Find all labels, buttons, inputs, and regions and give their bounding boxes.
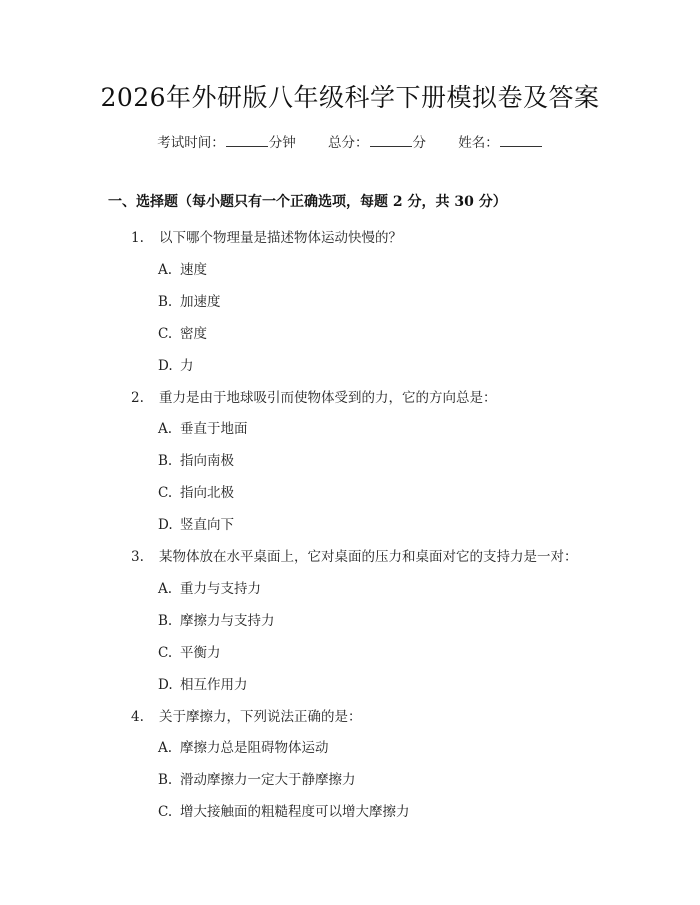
student-name-label: 姓名： [458,135,499,151]
section-heading-choice: 一、选择题（每小题只有一个正确选项，每题 2 分，共 30 分） [108,194,507,210]
option-text: 速度 [180,261,207,278]
option-letter: C. [158,325,173,342]
page-title: 2026年外研版八年级科学下册模拟卷及答案 [100,83,600,112]
option-text: 摩擦力与支持力 [180,612,275,629]
option-letter: A. [158,580,173,597]
option-letter: B. [158,772,173,789]
option-letter: B. [158,293,173,310]
option-text: 指向北极 [180,485,234,502]
student-name-blank[interactable] [500,134,542,147]
answer-option[interactable] [158,641,221,661]
option-text: 相互作用力 [180,676,248,693]
option-letter: C. [158,644,173,661]
answer-option[interactable] [158,354,194,374]
question-stem [131,705,362,725]
answer-option[interactable] [158,673,248,693]
option-text: 加速度 [180,293,221,310]
question-number: 4. [131,708,144,725]
exam-info-row [0,131,700,151]
question-number: 1. [131,230,144,246]
answer-option[interactable] [158,449,234,469]
question-number: 2. [131,389,144,406]
option-letter: B. [158,612,173,629]
option-text: 指向南极 [180,453,234,470]
option-letter: B. [158,453,173,470]
option-letter: D. [158,517,173,534]
question-stem [131,545,578,565]
option-letter: C. [158,804,173,821]
question-stem [131,226,402,246]
answer-option[interactable] [158,258,207,278]
question-stem [131,386,497,406]
exam-time-field [157,131,296,151]
option-letter: A. [158,261,173,278]
option-text: 重力与支持力 [180,580,261,597]
option-text: 增大接触面的粗糙程度可以增大摩擦力 [180,804,410,821]
exam-time-unit: 分钟 [268,135,296,151]
question-text: 关于摩擦力，下列说法正确的是： [159,708,362,725]
option-letter: D. [158,357,173,374]
answer-option[interactable] [158,577,261,597]
answer-option[interactable] [158,481,234,501]
question-number: 3. [131,549,144,565]
answer-option[interactable] [158,290,221,310]
option-letter: A. [158,421,173,438]
answer-option[interactable] [158,800,410,820]
answer-option[interactable] [158,322,207,342]
answer-option[interactable] [158,736,329,756]
question-text: 某物体放在水平桌面上，它对桌面的压力和桌面对它的支持力是一对： [159,549,578,565]
question-text: 重力是由于地球吸引而使物体受到的力，它的方向总是： [159,389,497,406]
option-letter: C. [158,485,173,502]
option-text: 垂直于地面 [180,421,248,438]
option-letter: A. [158,740,173,757]
question-text: 以下哪个物理量是描述物体运动快慢的？ [159,230,402,246]
option-text: 滑动摩擦力一定大于静摩擦力 [180,772,356,789]
answer-option[interactable] [158,768,356,788]
option-letter: D. [158,676,173,693]
exam-time-blank[interactable] [226,134,268,147]
option-text: 平衡力 [180,644,221,661]
option-text: 密度 [180,325,207,342]
answer-option[interactable] [158,513,234,533]
exam-time-label: 考试时间： [157,135,225,151]
option-text: 力 [180,357,194,374]
total-score-blank[interactable] [370,134,412,147]
option-text: 竖直向下 [180,517,234,534]
total-score-unit: 分 [412,135,426,151]
student-name-field [458,131,543,151]
option-text: 摩擦力总是阻碍物体运动 [180,740,329,757]
answer-option[interactable] [158,609,275,629]
total-score-label: 总分： [328,135,369,151]
total-score-field [328,131,426,151]
answer-option[interactable] [158,417,248,437]
